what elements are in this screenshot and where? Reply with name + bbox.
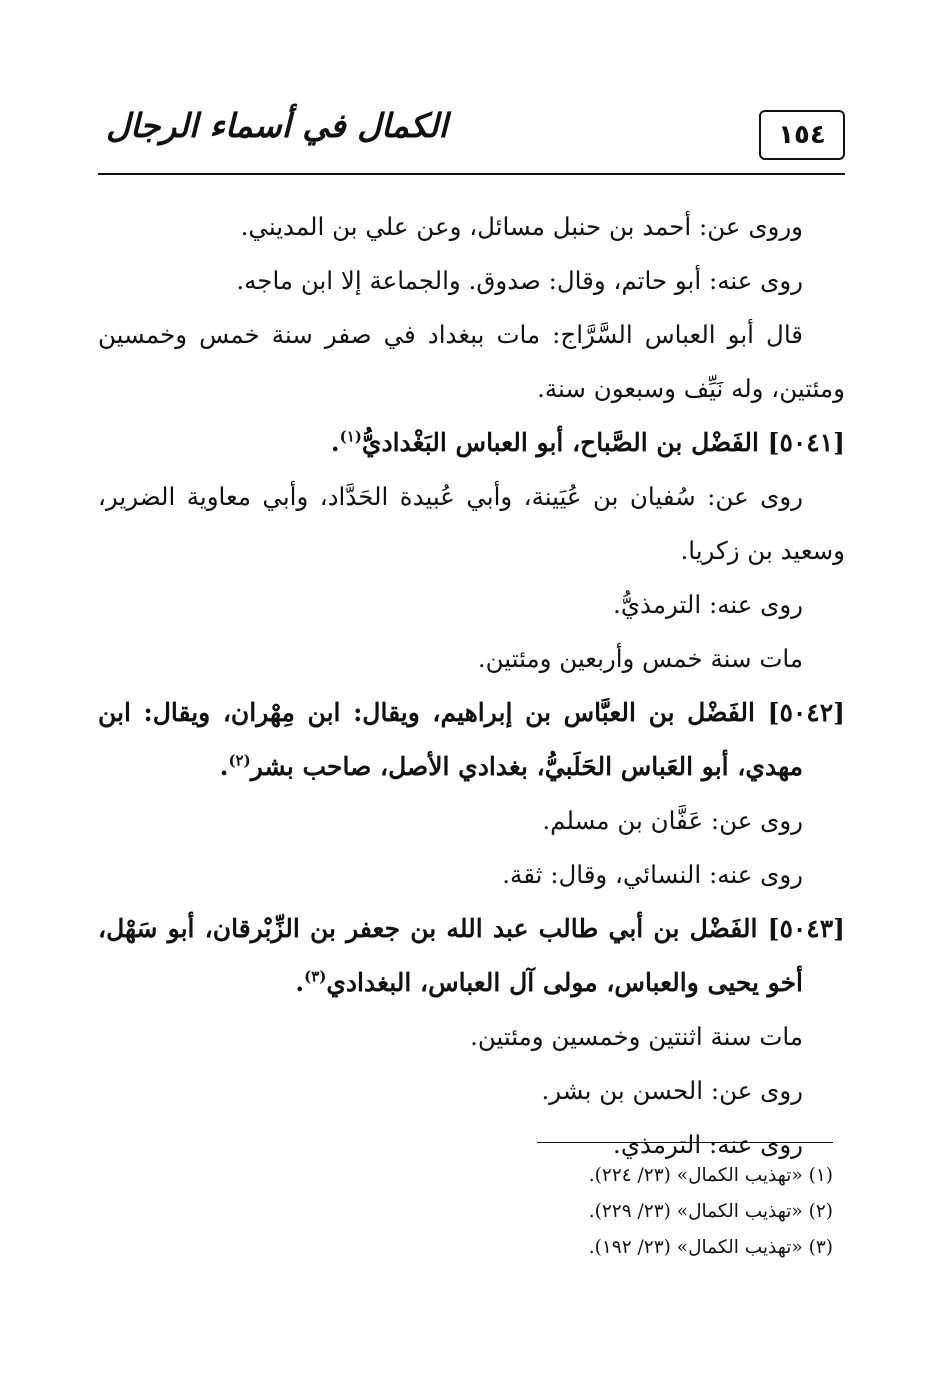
entry-heading-5043-cont: أخو يحيى والعباس، مولى آل العباس، البغدادي$^{(٣)}$.	[295, 967, 803, 997]
text-line: مات سنة خمس وأربعين ومئتين.	[477, 644, 803, 673]
text-line: وروى عن: أحمد بن حنبل مسائل، وعن علي بن المديني.	[240, 212, 803, 241]
main-text	[98, 200, 845, 1172]
page-header	[98, 100, 845, 175]
text-line: روى عنه: أبو حاتم، وقال: صدوق. والجماعة إلا ابن ماجه.	[236, 266, 803, 295]
text-line: وسعيد بن زكريا.	[680, 536, 845, 565]
text-line: قال أبو العباس السَّرَّاج: مات ببغداد في صفر سنة خمس وخمسين	[98, 320, 803, 349]
text-line: روى عن: الحسن بن بشر.	[541, 1076, 803, 1105]
footnote-ref: (٢)	[228, 751, 251, 770]
footnote-3: (٣) «تهذيب الكمال» (٢٣/ ١٩٢).	[588, 1237, 833, 1258]
footnote-separator	[537, 1142, 833, 1143]
running-title: الكمال في أسماء الرجال	[106, 106, 448, 145]
header-rule	[98, 173, 845, 175]
footnotes	[500, 1158, 833, 1266]
text-line: روى عنه: الترمذي.	[613, 1130, 803, 1159]
entry-heading-5041: [٥٠٤١] الفَضْل بن الصَّباح، أبو العباس البَغْداديُّ$^{(١)}$.	[330, 427, 845, 457]
entry-heading-5042-cont: مهدي، أبو العَباس الحَلَبيُّ، بغدادي الأصل، صاحب بشر$^{(٢)}$.	[219, 751, 803, 781]
page-number: ١٥٤	[778, 120, 826, 150]
footnote-ref: (١)	[339, 427, 362, 446]
entry-heading-5043: [٥٠٤٣] الفَضْل بن أبي طالب عبد الله بن جعفر بن الزِّبْرقان، أبو سَهْل،	[98, 914, 845, 943]
footnote-1: (١) «تهذيب الكمال» (٢٣/ ٢٢٤).	[588, 1165, 833, 1186]
text-line: مات سنة اثنتين وخمسين ومئتين.	[470, 1022, 803, 1051]
page-number-box	[759, 110, 845, 160]
text-line: روى عنه: الترمذيُّ.	[613, 590, 803, 619]
text-line: روى عن: سُفيان بن عُيَينة، وأبي عُبيدة الحَدَّاد، وأبي معاوية الضرير،	[98, 482, 803, 511]
text-line: روى عنه: النسائي، وقال: ثقة.	[502, 860, 803, 889]
entry-heading-5042: [٥٠٤٢] الفَضْل بن العبَّاس بن إبراهيم، ويقال: ابن مِهْران، ويقال: ابن	[98, 698, 845, 727]
footnote-ref: (٣)	[304, 967, 327, 986]
footnote-2: (٢) «تهذيب الكمال» (٢٣/ ٢٢٩).	[588, 1201, 833, 1222]
text-line: روى عن: عَفَّان بن مسلم.	[542, 806, 803, 835]
text-line: ومئتين، وله نَيِّف وسبعون سنة.	[537, 374, 845, 403]
